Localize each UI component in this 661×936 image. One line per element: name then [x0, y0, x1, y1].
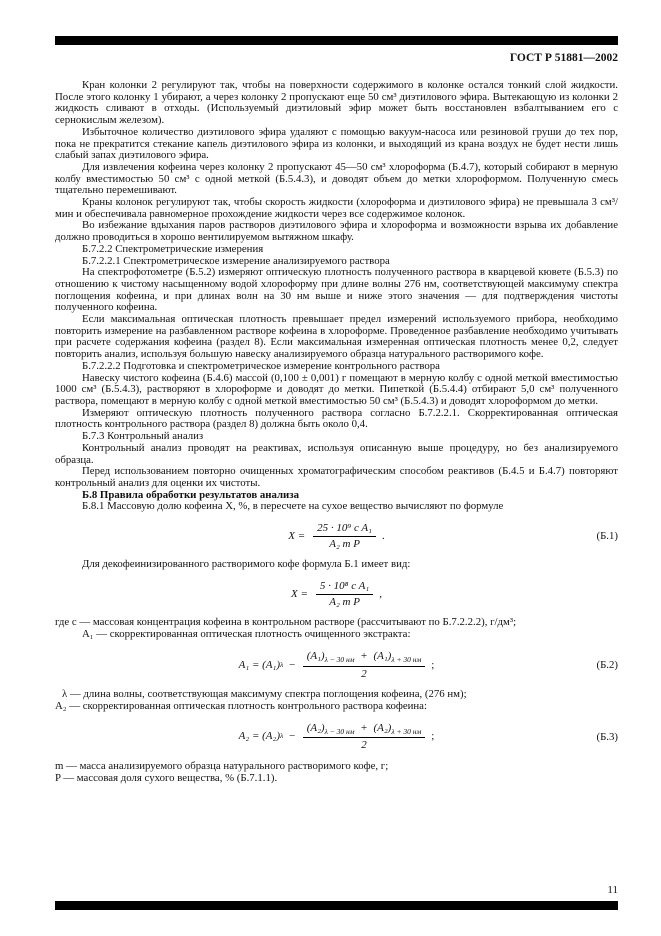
paragraph-spectrophotometer: На спектрофотометре (Б.5.2) измеряют оптическую плотность полученного раствора в кварцевой кювете (Б.5.3) по отношению к чистому насыщенному водой хлороформу при длине волны 276 нм, соответствующей максимуму спектра поглощения кофеина, и при длинах волн на 30 нм выше и ниже этого значения — для подтверждения чистоты полученного кофеина.	[55, 266, 618, 314]
paragraph-max-density: Если максимальная оптическая плотность превышает предел измерений используемого прибора, необходимо повторить измерение на разбавленном растворе кофеина в хлороформе. Проведенное разбавление необходимо учитывать при расчете содержания кофеина (раздел 8). Если максимальная измеренная оптическая плотность менее 0,2, следует повторить анализ, используя большую навеску анализируемого образца натурального растворимого кофе.	[55, 313, 618, 361]
paragraph-column-tap: Кран колонки 2 регулируют так, чтобы на поверхности содержимого в колонке остался тонкий слой жидкости. После этого колонку 1 убирают, а через колонку 2 пропускают еще 50 см³ диэтилового эфира. Вытекающую из колонки 2 жидкость сливают в отходы. (Используемый диэтиловый эфир может быть восстановлен взбалтыванием его с сернокислым железом).	[55, 79, 618, 127]
legend-a1: A₁ — скорректированная оптическая плотность очищенного экстракта:	[82, 627, 411, 640]
paragraph-purified-reagents: Перед использованием повторно очищенных хроматографическим способом реактивов (Б.4.5 и Б.4.7) повторяют контрольный анализ для оценки их чистоты.	[55, 465, 618, 489]
formula-b3-fraction	[303, 722, 426, 752]
formula-b1	[55, 522, 618, 550]
header-rule	[55, 36, 618, 45]
formula-b2-punctuation: ;	[431, 658, 435, 671]
formula-b1-denominator: A₂ m P	[329, 537, 360, 550]
formula-decaf-numerator: 5 · 10⁸ c A₁	[316, 580, 373, 595]
formula-b3-term1: (A₂)	[306, 721, 325, 734]
formula-b1-fraction	[313, 522, 376, 550]
page-footer	[55, 884, 618, 910]
legend-c: где c — массовая концентрация кофеина в контрольном растворе (рассчитывают по Б.7.2.2.2), г/дм³;	[55, 616, 517, 629]
formula-b3-numerator	[303, 722, 426, 739]
paragraph-control-solution-prep: Навеску чистого кофеина (Б.4.6) массой (0,100 ± 0,001) г помещают в мерную колбу с одной меткой вместимостью 1000 см³ (Б.5.4.3), растворяют в хлороформе и доводят до метки. Пипеткой (Б.5.4.4) отбирают 5,0 см³ полученного раствора, помещают в мерную колбу с одной меткой вместимостью 50 см³ (Б.5.4.3) и доводят хлороформом до метки.	[55, 371, 618, 407]
formula-decaf-denominator: A₂ m P	[329, 595, 360, 608]
formula-b2-plus: +	[360, 649, 368, 662]
formula-b1-label: (Б.1)	[596, 529, 618, 542]
heading-b8: Б.8 Правила обработки результатов анализа	[82, 488, 299, 501]
formula-b2-lead-subscript: λ	[280, 659, 284, 669]
formula-decaf-fraction	[316, 580, 373, 608]
body-text	[55, 80, 618, 784]
heading-b73: Б.7.3 Контрольный анализ	[82, 430, 204, 443]
paragraph-excess-ether: Избыточное количество диэтилового эфира удаляют с помощью вакуум-насоса или резиновой груши до тех пор, пока не прекратится стекание капель диэтилового эфира из колонки, и выходящий из крана воздух не будет нести лишь слабый запах диэтилового эфира.	[55, 125, 618, 162]
formula-b2-lead: A₁ = (A₁)	[238, 658, 280, 671]
page-content	[55, 36, 618, 784]
paragraph-fume-hood: Во избежание вдыхания паров растворов диэтилового эфира и хлороформа и возможности взрыва их добавление должно проводиться в хорошо вентилируемом вытяжном шкафу.	[55, 219, 618, 244]
standard-number: ГОСТ Р 51881—2002	[509, 52, 618, 64]
formula-b3-term2: (A₂)	[373, 721, 392, 734]
formula-b2-label: (Б.2)	[596, 658, 618, 671]
formula-decaf	[55, 580, 618, 608]
formula-b2	[55, 650, 618, 680]
formula-b2-denominator: 2	[361, 667, 367, 680]
formula-b3-term2-subscript: λ + 30 нм	[391, 726, 422, 736]
paragraph-caffeine-extraction: Для извлечения кофеина через колонку 2 пропускают 45—50 см³ хлороформа (Б.4.7), который собирают в мерную колбу вместимостью 50 см³ с одной меткой (Б.5.4.3), и доводят объем до метки хлороформом. Полученную смесь тщательно перемешивают.	[55, 160, 618, 197]
heading-b722: Б.7.2.2 Спектрометрические измерения	[82, 242, 264, 255]
formula-decaf-lhs: X =	[291, 587, 308, 600]
formula-b2-minus: −	[288, 658, 296, 671]
formula-b3-lead-subscript: λ	[280, 731, 284, 741]
paragraph-blank-analysis: Контрольный анализ проводят на реактивах, используя описанную выше процедуру, но без анализируемого образца.	[55, 441, 618, 466]
footer-rule	[55, 901, 618, 910]
formula-b1-lhs: X =	[288, 529, 306, 542]
formula-b2-term2: (A₁)	[373, 649, 392, 662]
formula-b3-lead: A₂ = (A₂)	[238, 730, 280, 743]
paragraph-column-taps-speed: Краны колонок регулируют так, чтобы скорость жидкости (хлороформа и диэтилового эфира) не превышала 3 см³/мин и обеспечивала равномерное прохождение жидкости через все содержимое колонок.	[55, 196, 618, 220]
formula-b3-denominator: 2	[361, 739, 367, 752]
formula-b3-minus: −	[288, 730, 296, 743]
formula-b3-plus: +	[360, 721, 368, 734]
formula-b2-term1-subscript: λ − 30 нм	[324, 654, 355, 664]
formula-b2-fraction	[303, 650, 426, 680]
formula-b1-numerator: 25 · 10⁹ c A₁	[313, 522, 376, 537]
legend-a2: A₂ — скорректированная оптическая плотность контрольного раствора кофеина:	[55, 699, 427, 712]
formula-b3-punctuation: ;	[431, 730, 435, 743]
formula-b2-term2-subscript: λ + 30 нм	[391, 654, 422, 664]
legend-lambda: λ — длина волны, соответствующая максимуму спектра поглощения кофеина, (276 нм);	[62, 688, 467, 701]
legend-m: m — масса анализируемого образца натурального растворимого кофе, г;	[55, 760, 389, 772]
heading-b7222: Б.7.2.2.2 Подготовка и спектрометрическое измерение контрольного раствора	[82, 359, 440, 372]
formula-decaf-punctuation: ,	[379, 587, 382, 600]
page-number: 11	[607, 884, 618, 896]
paragraph-control-density: Измеряют оптическую плотность полученного раствора согласно Б.7.2.2.1. Скорректированная оптическая плотность контрольного раствора (раздел 8) должна быть около 0,4.	[55, 406, 618, 431]
formula-b2-numerator	[303, 650, 426, 667]
formula-b1-punctuation: .	[381, 529, 385, 542]
formula-b3-label: (Б.3)	[596, 730, 618, 743]
paragraph-decaf-formula-intro: Для декофеинизированного растворимого кофе формула Б.1 имеет вид:	[82, 558, 411, 571]
formula-b2-term1: (A₁)	[306, 649, 325, 662]
formula-b3-term1-subscript: λ − 30 нм	[324, 726, 355, 736]
formula-b3	[55, 722, 618, 752]
heading-b7221: Б.7.2.2.1 Спектрометрическое измерение анализируемого раствора	[82, 254, 390, 267]
legend-p: P — массовая доля сухого вещества, % (Б.7.1.1).	[55, 771, 278, 784]
paragraph-b81-mass-fraction: Б.8.1 Массовую долю кофеина X, %, в пересчете на сухое вещество вычисляют по формуле	[82, 500, 504, 513]
